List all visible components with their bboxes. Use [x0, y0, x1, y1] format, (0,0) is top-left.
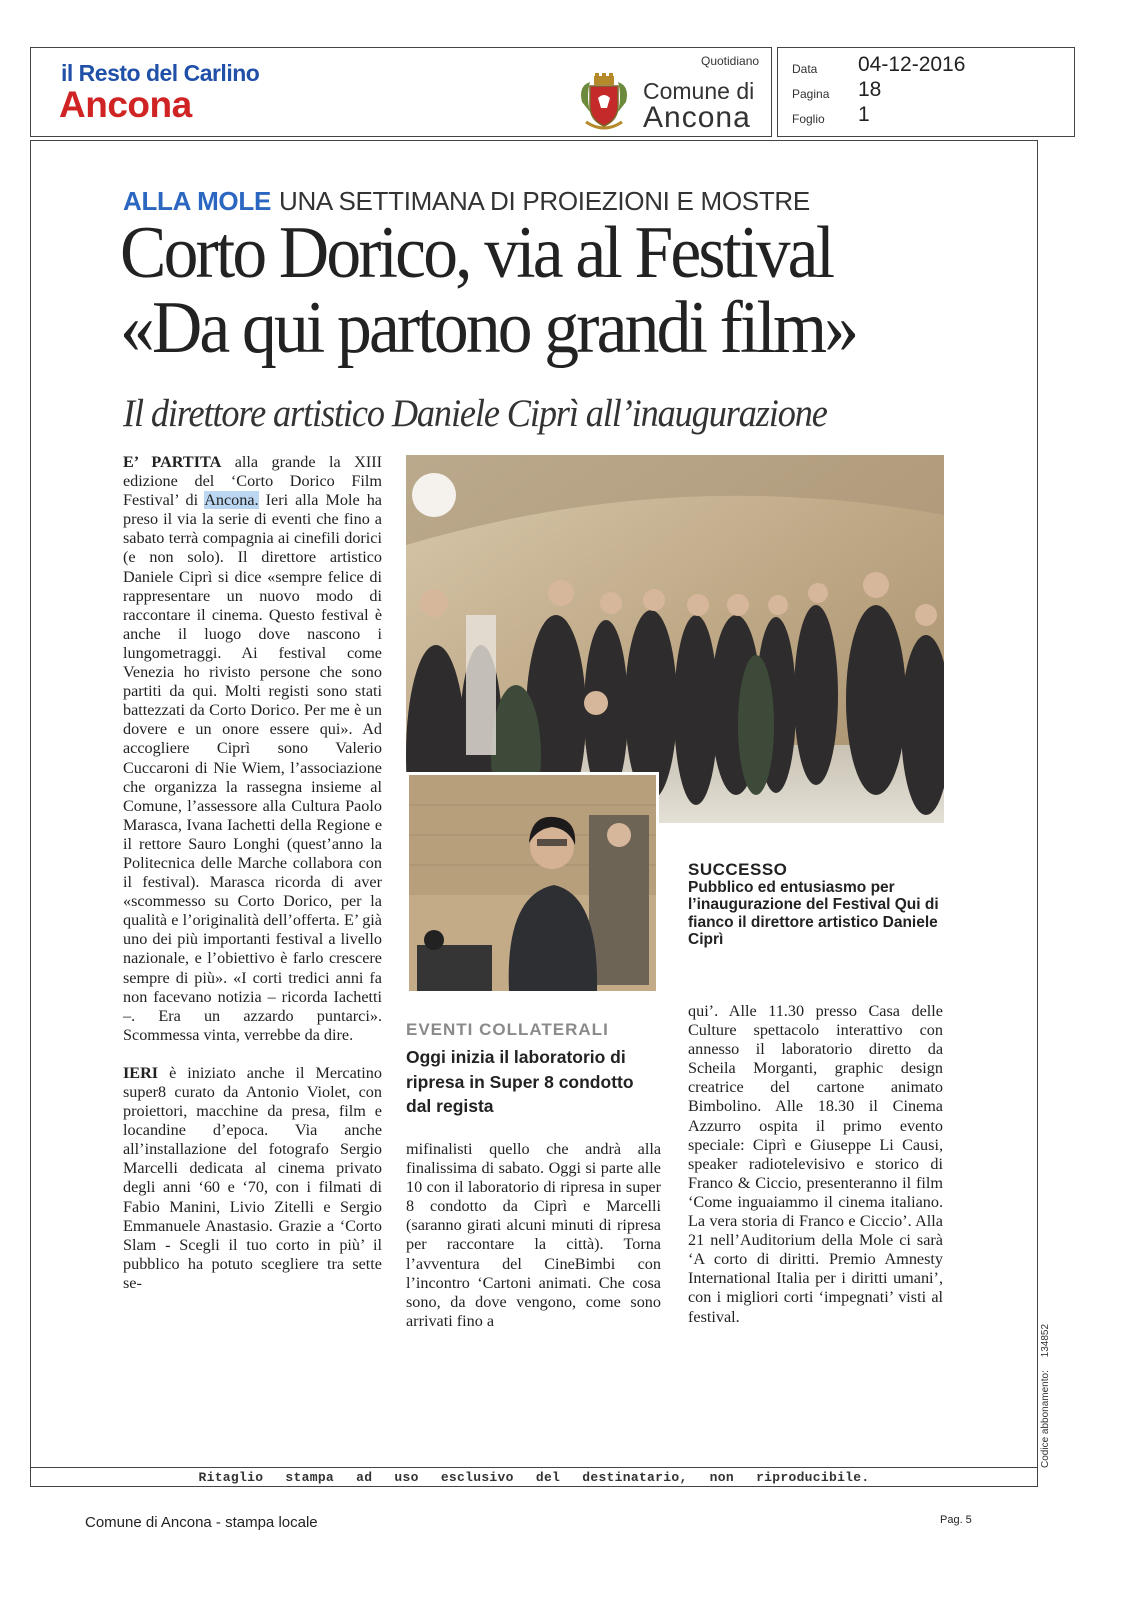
- comune-line2: Ancona: [643, 101, 751, 134]
- data-value: 04-12-2016: [858, 53, 966, 76]
- pagina-value: 18: [858, 78, 882, 101]
- paragraph1-lead: E’ PARTITA: [123, 453, 222, 471]
- quotidiano-label: Quotidiano: [701, 54, 760, 68]
- comune-crest-icon: [576, 72, 632, 134]
- headline-line1: Corto Dorico, via al Festival: [120, 212, 833, 294]
- column1-paragraph1: [123, 453, 382, 1045]
- sidebar-title: Oggi inizia il laboratorio di ripresa in Super 8 condotto dal regista: [406, 1047, 634, 1116]
- column2-text: mifinalisti quello che andrà alla finalissima di sabato. Oggi si parte alle 10 con il laboratorio di ripresa in super 8 condotto da Ciprì e Marcelli (saranno girati alcuni minuti di ripresa per raccontare la città). Torna l’avventura del CineBimbi con l’incontro ‘Cartoni animati. Che cosa sono, da dove vengono, come sono arrivati fino a: [406, 1140, 661, 1330]
- foglio-value: 1: [858, 103, 870, 126]
- codice-label: Codice abbonamento:: [1040, 1370, 1051, 1468]
- codice-abbonamento: [1040, 1324, 1051, 1468]
- newspaper-logo-city: Ancona: [59, 84, 192, 125]
- codice-value: 134852: [1040, 1323, 1051, 1358]
- clipping-header: [30, 47, 1075, 137]
- article-column-1: [123, 453, 382, 1293]
- sidebar-kicker: EVENTI COLLATERALI: [406, 1020, 609, 1039]
- paragraph2-lead: IERI: [123, 1063, 159, 1082]
- clipping-footer: [30, 1467, 1038, 1488]
- comune-line1: Comune di: [643, 78, 755, 104]
- newspaper-logo-top: il Resto del Carlino: [61, 60, 260, 86]
- article-column-3: [688, 1002, 943, 1327]
- header-left-box: [30, 47, 772, 137]
- director-photo: [406, 772, 659, 994]
- column3-text: qui’. Alle 11.30 presso Casa delle Culture spettacolo interattivo con annesso il laboratorio diretto da Scheila Morganti, graphic design creatrice del cartone animato Bimbolino. Alle 18.30 il Cinema Azzurro ospita il primo evento speciale: Ciprì e Giuseppe Li Causi, speaker radiotelevisivo e storico di Franco & Ciccio, presenteranno il film ‘Come inguaiammo il cinema italiano. La vera storia di Franco e Ciccio’. Alla 21 nell’Auditorium della Mole ci sarà ‘A corto di diritti. Premio Amnesty International Italia per i diritti umani’, con i migliori corti ‘impegnati’ visti al festival.: [688, 1002, 943, 1326]
- article-subhead: Il direttore artistico Daniele Ciprì all’inaugurazione: [123, 392, 827, 435]
- caption-body: Pubblico ed entusiasmo per l’inaugurazione del Festival Qui di fianco il direttore artistico Daniele Ciprì: [688, 878, 939, 949]
- source-label: Comune di Ancona - stampa locale: [85, 1514, 318, 1531]
- article-headline: [120, 212, 928, 369]
- clipping-note: Ritaglio stampa ad uso esclusivo del destinatario, non riproducibile.: [198, 1470, 870, 1485]
- data-label: Data: [792, 62, 818, 76]
- paragraph1-text-a: alla grande la XIII edizione del ‘Corto Dorico Film Festival’ di: [123, 453, 382, 510]
- paragraph2-text: è iniziato anche il Mercatino super8 curato da Antonio Violet, con proiettori, macchine da presa, film e locandine d’epoca. Via anche all’installazione del fotografo Sergio Marcelli dedicata al cinema privato degli anni ‘60 e ‘70, con i filmati di Fabio Manini, Livio Zitelli e Sergio Emmanuele Anastasio. Grazie a ‘Corto Slam - Scegli il tuo corto in più’ il pubblico ha potuto scegliere tra sette se-: [123, 1063, 382, 1292]
- pagina-label: Pagina: [792, 87, 830, 101]
- header-meta-box: [777, 47, 1075, 137]
- photo-caption: [688, 861, 958, 949]
- column1-paragraph2: [123, 1064, 382, 1293]
- paragraph1-text-b: Ieri alla Mole ha preso il via la serie di eventi che fino a sabato terrà compagnia ai cinefili dorici (e non solo). Il direttore artistico Daniele Ciprì si dice «sempre felice di rappresentare un nuovo modo di raccontare il cinema. Questo festival è anche il luogo dove nascono i lungometraggi. Ai festival come Venezia ho rivisto persone che sono partiti da qui. Molti registi sono stati battezzati da Corto Dorico. Per me è un dovere e un onore essere qui». Ad accogliere Ciprì sono Valerio Cuccaroni di Nie Wiem, l’associazione che organizza la rassegna insieme al Comune, l’assessore alla Cultura Paolo Marasca, Ivana Iachetti della Regione e il rettore Sauro Longhi (quest’anno la Politecnica delle Marche collabora con il festival). Marasca ricorda di aver «scommesso su Corto Dorico, per la qualità e l’originalità dell’offerta. E’ già uno dei più importanti festival a livello nazionale, e l’obiettivo è farlo crescere sempre di più». «I corti tredici anni fa non facevano notizia – ricorda Iachetti –. Era un azzardo puntarci». Scommessa vinta, verrebbe da dire.: [123, 491, 382, 1044]
- headline-line2: «Da qui partono grandi film»: [120, 287, 857, 369]
- page-number: Pag. 5: [940, 1514, 972, 1526]
- kicker-highlight: ALLA MOLE: [123, 186, 271, 216]
- foglio-label: Foglio: [792, 112, 825, 126]
- caption-title: SUCCESSO: [688, 860, 788, 879]
- crowd-photo: [406, 455, 944, 823]
- highlighted-city: Ancona.: [204, 491, 259, 510]
- article-column-2: [406, 1140, 661, 1331]
- kicker-rest: UNA SETTIMANA DI PROIEZIONI E MOSTRE: [278, 186, 810, 216]
